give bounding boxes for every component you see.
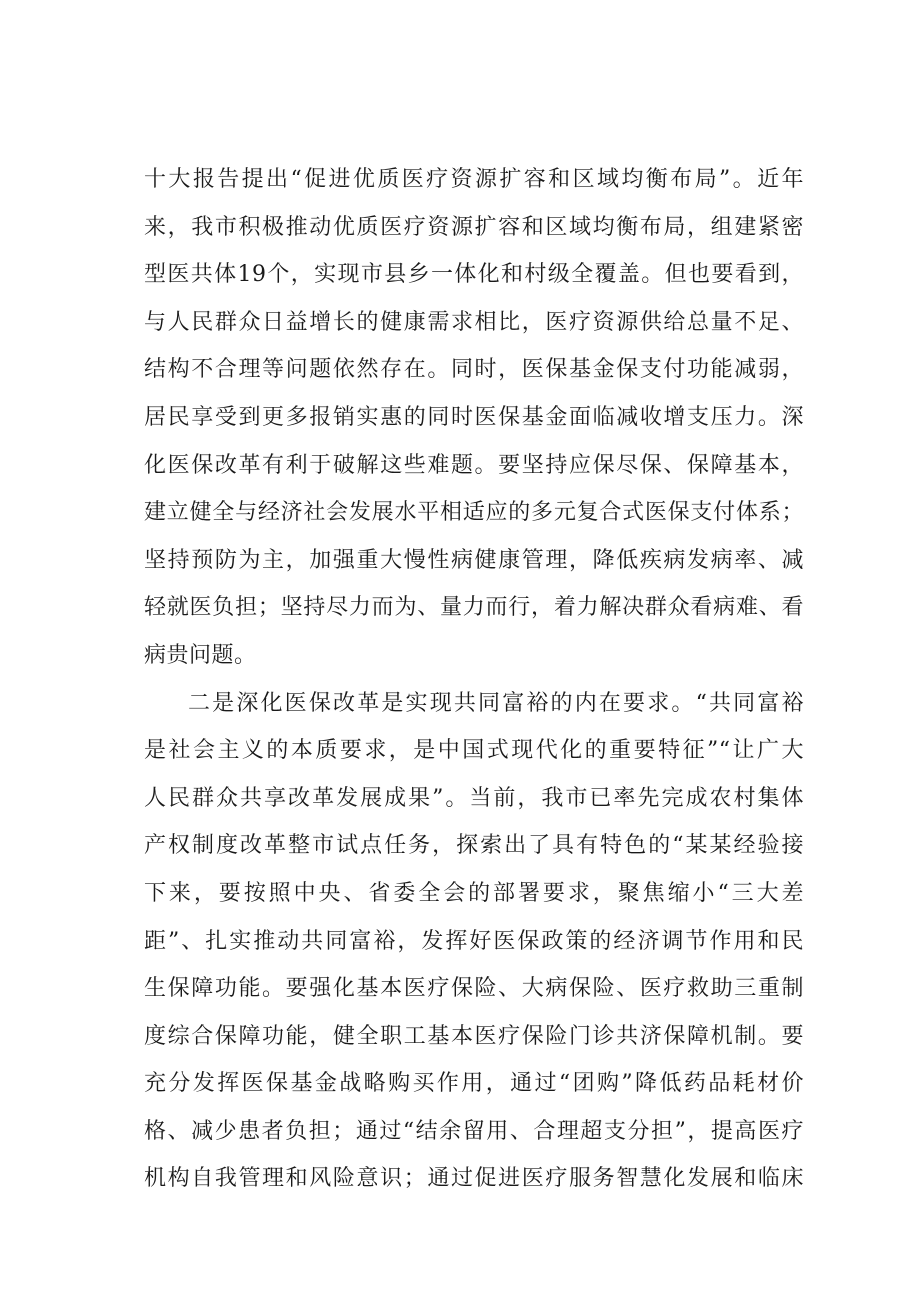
text-line: 病贵问题。 <box>144 642 257 668</box>
text-line: 度综合保障功能，健全职工基本医疗保险门诊共济保障机制。要 <box>144 1023 804 1049</box>
text-line: 与人民群众日益增长的健康需求相比，医疗资源供给总量不足、 <box>144 309 804 335</box>
text-line: 十大报告提出“促进优质医疗资源扩容和区域均衡布局”。近年 <box>144 167 804 192</box>
text-line: 来，我市积极推动优质医疗资源扩容和区域均衡布局，组建紧密 <box>144 214 804 240</box>
text-line: 格、减少患者负担；通过“结余留用、合理超支分担”，提高医疗 <box>144 1118 804 1144</box>
text-line: 下来，要按照中央、省委全会的部署要求，聚焦缩小“三大差 <box>144 880 804 906</box>
text-line: 型医共体19个，实现市县乡一体化和村级全覆盖。但也要看到， <box>144 262 804 288</box>
text-line: 人民群众共享改革发展成果”。当前，我市已率先完成农村集体 <box>144 785 804 811</box>
text-line: 是社会主义的本质要求，是中国式现代化的重要特征”“让广大 <box>144 738 804 764</box>
text-line: 结构不合理等问题依然存在。同时，医保基金保支付功能减弱， <box>144 357 804 383</box>
text-line: 居民享受到更多报销实惠的同时医保基金面临减收增支压力。深 <box>144 404 804 430</box>
text-line: 建立健全与经济社会发展水平相适应的多元复合式医保支付体系； <box>144 500 804 526</box>
text-line: 坚持预防为主，加强重大慢性病健康管理，降低疾病发病率、减 <box>144 547 804 573</box>
text-line: 产权制度改革整市试点任务，探索出了具有特色的“某某经验接 <box>144 833 804 859</box>
text-line: 化医保改革有利于破解这些难题。要坚持应保尽保、保障基本， <box>144 452 804 478</box>
text-line: 充分发挥医保基金战略购买作用，通过“团购”降低药品耗材价 <box>144 1071 804 1097</box>
text-line: 机构自我管理和风险意识；通过促进医疗服务智慧化发展和临床 <box>144 1166 804 1192</box>
body-text <box>144 156 804 1203</box>
text-line: 轻就医负担；坚持尽力而为、量力而行，着力解决群众看病难、看 <box>144 595 804 621</box>
text-line: 生保障功能。要强化基本医疗保险、大病保险、医疗救助三重制 <box>144 976 804 1002</box>
paragraph-start-line: 二是深化医保改革是实现共同富裕的内在要求。“共同富裕 <box>188 690 804 716</box>
text-line: 距”、扎实推动共同富裕，发挥好医保政策的经济调节作用和民 <box>144 928 804 954</box>
